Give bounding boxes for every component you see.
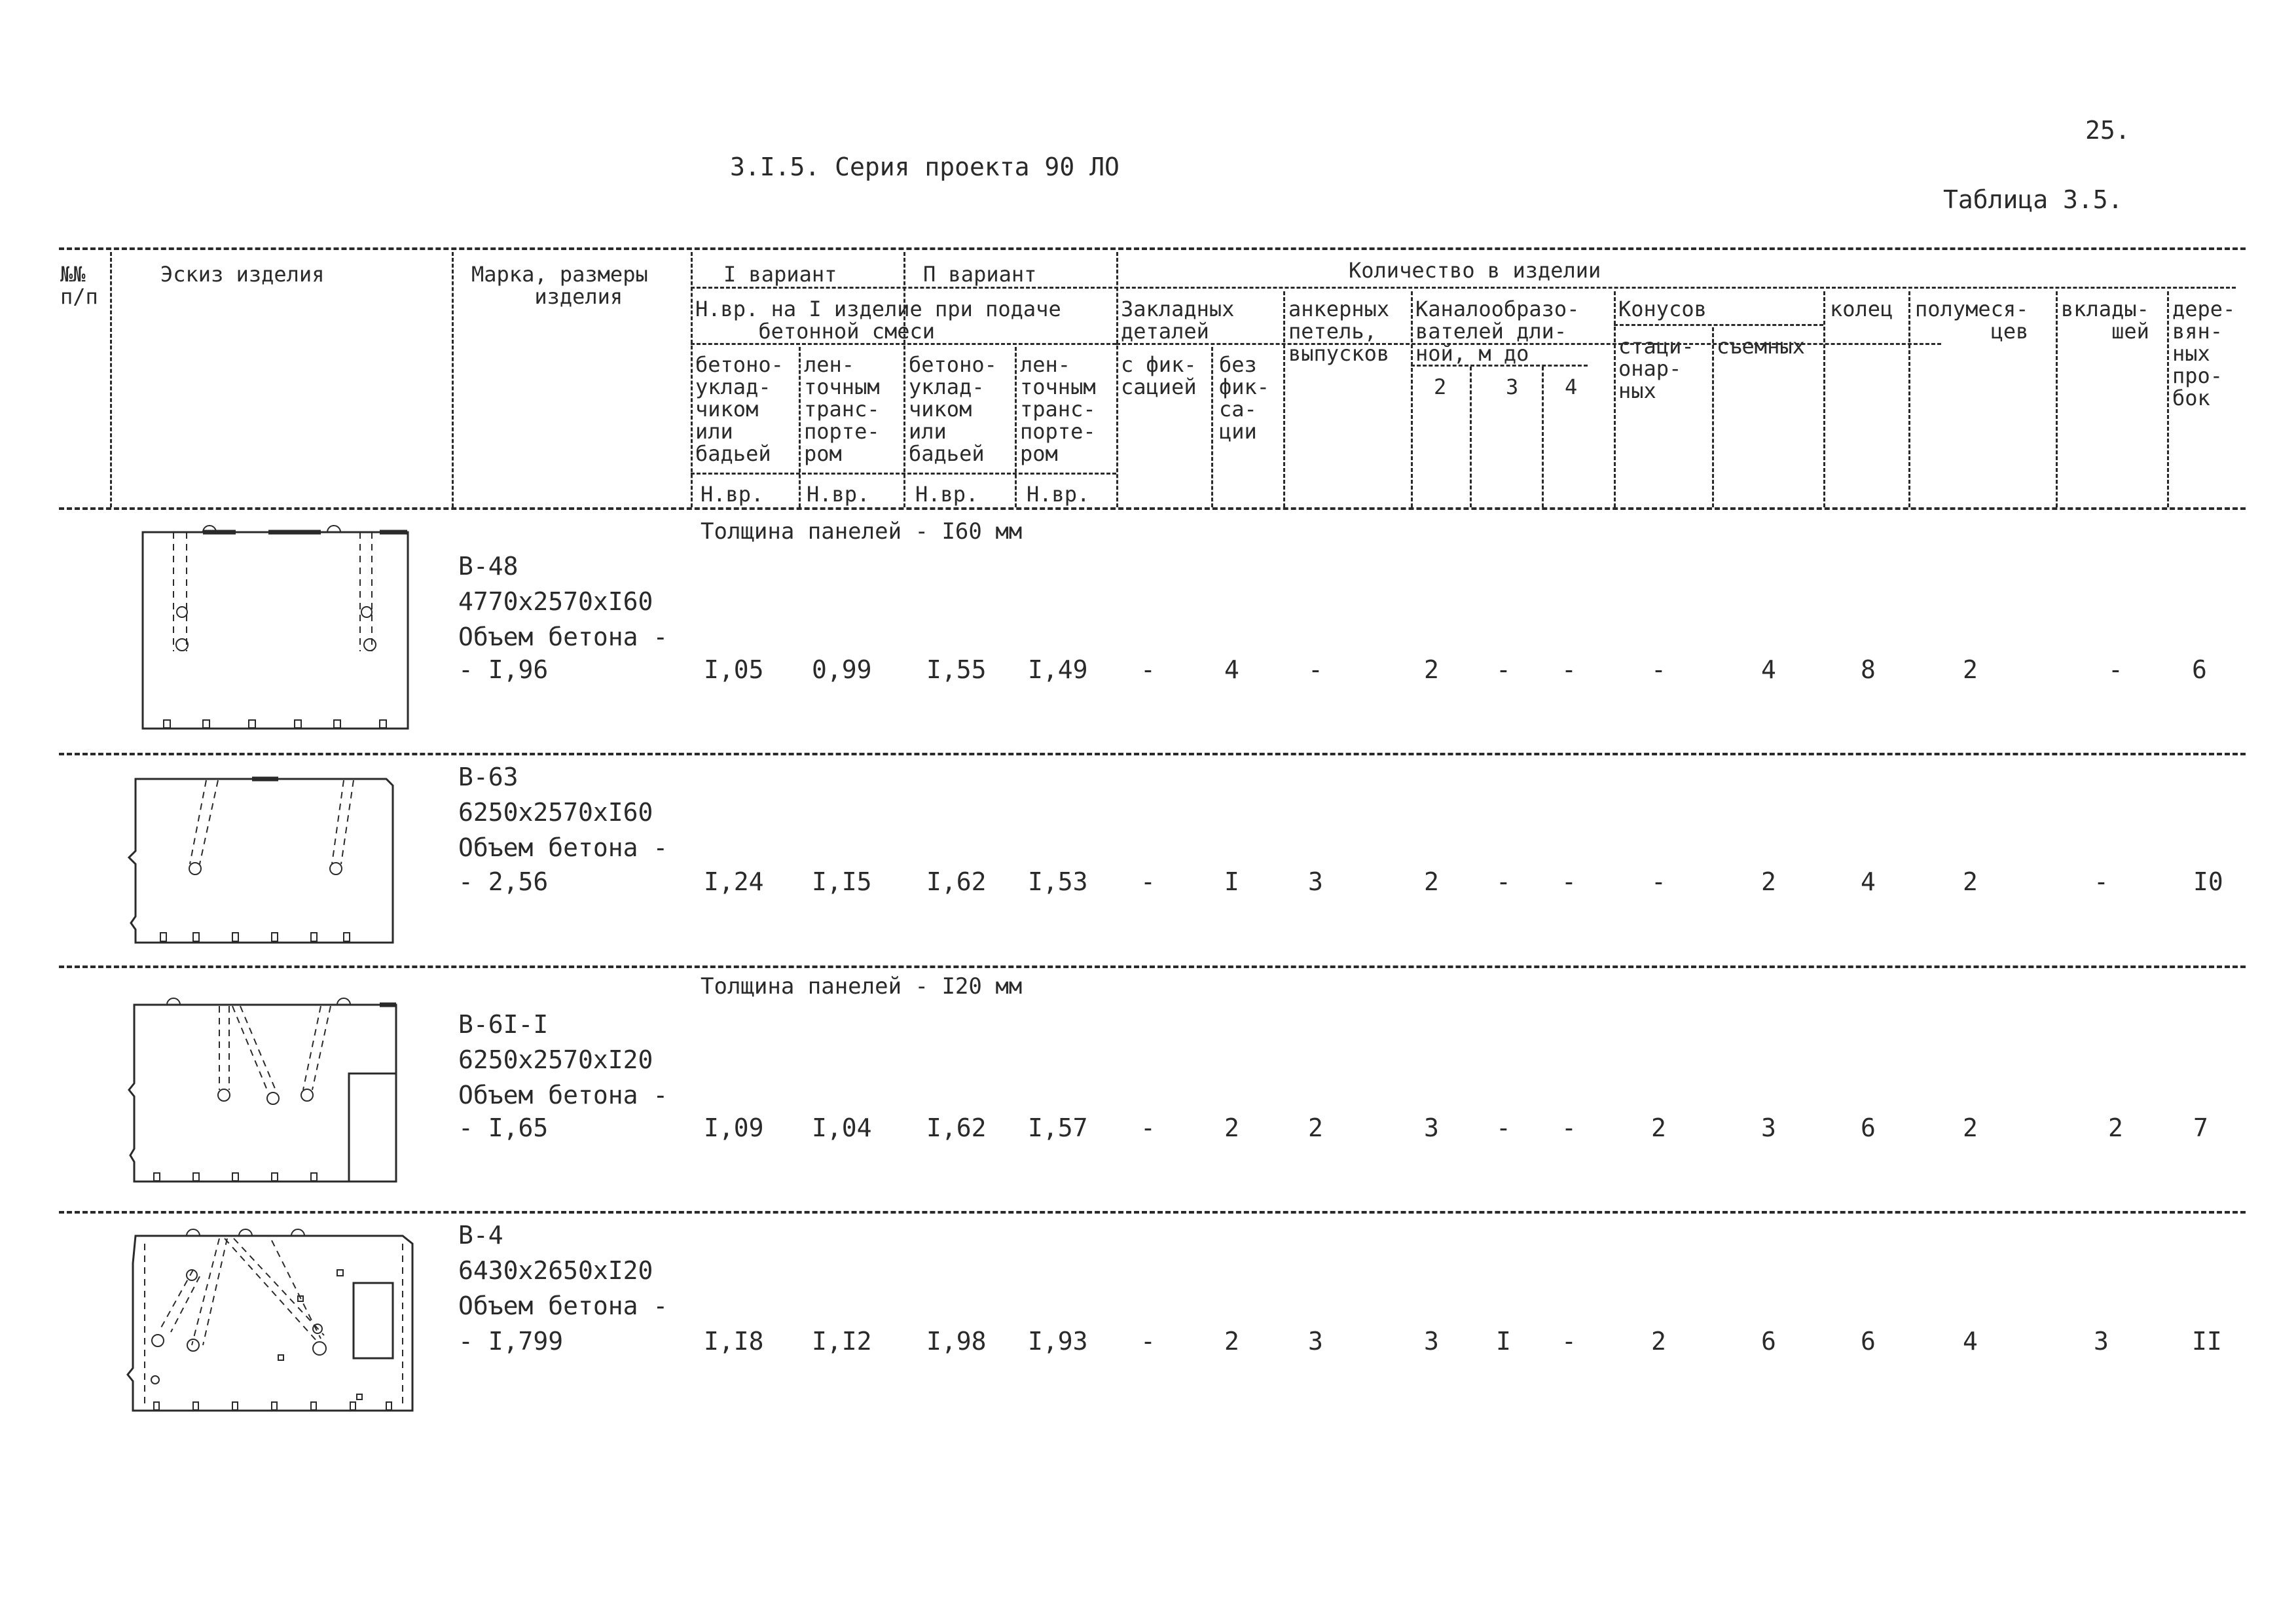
embedded-fix: -: [1140, 867, 1156, 896]
inserts: 3: [2094, 1327, 2109, 1356]
volume: - I,65: [458, 1113, 549, 1142]
rings: 6: [1861, 1113, 1876, 1142]
embedded-nofix: 2: [1224, 1327, 1239, 1356]
volume-label: Объем бетона -: [458, 623, 668, 651]
header-belt-2: лен- точным транс- порте- ром: [1020, 352, 1096, 466]
header-vline: [1823, 291, 1825, 507]
header-nvr-3: Н.вр.: [915, 482, 979, 507]
channel-4: -: [1561, 867, 1576, 896]
inserts: -: [2108, 655, 2123, 684]
header-channel: Каналообразо- вателей дли- ной, м до: [1415, 297, 1580, 366]
header-vline: [1908, 291, 1910, 507]
table-label: Таблица 3.5.: [1943, 185, 2123, 214]
channel-3: -: [1496, 655, 1511, 684]
nvr-v1a: I,24: [704, 867, 764, 896]
inserts: -: [2094, 867, 2109, 896]
header-rule-1: [691, 287, 2236, 289]
header-vline: [691, 252, 693, 507]
embedded-fix: -: [1140, 1113, 1156, 1142]
header-vline: [1614, 291, 1616, 507]
nvr-v2a: I,55: [926, 655, 987, 684]
header-nvr-1: Н.вр.: [701, 482, 764, 507]
embedded-fix: -: [1140, 1327, 1156, 1356]
embedded-fix: -: [1140, 655, 1156, 684]
header-vline: [1411, 291, 1413, 507]
half-months: 2: [1963, 867, 1978, 896]
anchor: 3: [1308, 867, 1323, 896]
channel-4: -: [1561, 1113, 1576, 1142]
volume-label: Объем бетона -: [458, 1291, 668, 1320]
channel-4: -: [1561, 1327, 1576, 1356]
header-nvr-group: Н.вр. на I изделие при подаче бетонной смеси: [695, 297, 1061, 344]
header-removable: съемных: [1717, 334, 1805, 359]
mark: В-4: [458, 1221, 503, 1250]
header-rule-cones: [1614, 324, 1823, 326]
header-len2: 2: [1434, 374, 1447, 399]
header-vline: [1283, 291, 1285, 507]
header-vline: [110, 252, 112, 507]
header-mark: Марка, размеры изделия: [471, 262, 648, 309]
channel-4: -: [1561, 655, 1576, 684]
half-months: 4: [1963, 1327, 1978, 1356]
row-separator: [59, 1211, 2246, 1214]
cones-removable: 6: [1761, 1327, 1776, 1356]
volume: - I,96: [458, 655, 549, 684]
header-len4: 4: [1565, 374, 1578, 399]
anchor: -: [1308, 655, 1323, 684]
channel-2: 3: [1424, 1327, 1439, 1356]
cones-removable: 3: [1761, 1113, 1776, 1142]
header-num: №№ п/п: [60, 262, 98, 309]
mark: В-48: [458, 552, 519, 581]
size: 6250х2570хI60: [458, 798, 653, 827]
plugs: II: [2192, 1327, 2222, 1356]
header-vline: [1211, 347, 1213, 507]
cones-stationary: 2: [1651, 1327, 1666, 1356]
header-sketch: Эскиз изделия: [160, 262, 325, 287]
rings: 4: [1861, 867, 1876, 896]
table-top-rule: [59, 247, 2246, 250]
volume: - I,799: [458, 1327, 564, 1356]
header-var1: I вариант: [723, 262, 837, 287]
nvr-v1a: I,09: [704, 1113, 764, 1142]
header-anchor: анкерных петель, выпусков: [1288, 297, 1390, 366]
embedded-nofix: 2: [1224, 1113, 1239, 1142]
plugs: 7: [2193, 1113, 2208, 1142]
nvr-v1a: I,05: [704, 655, 764, 684]
cones-stationary: 2: [1651, 1113, 1666, 1142]
header-vline: [903, 252, 905, 507]
header-vline: [2056, 291, 2058, 507]
header-cones: Конусов: [1618, 297, 1707, 321]
cones-stationary: -: [1651, 867, 1666, 896]
embedded-nofix: I: [1224, 867, 1239, 896]
anchor: 2: [1308, 1113, 1323, 1142]
header-rings: колец: [1830, 297, 1893, 321]
header-bottom-rule: [59, 507, 2246, 510]
panel-sketch-v4: [121, 1224, 416, 1417]
nvr-v1b: I,04: [812, 1113, 872, 1142]
cones-removable: 2: [1761, 867, 1776, 896]
mark: В-63: [458, 763, 519, 791]
header-embedded: Закладных деталей: [1121, 297, 1235, 344]
header-nvr-4: Н.вр.: [1027, 482, 1090, 507]
plugs: I0: [2193, 867, 2223, 896]
plugs: 6: [2192, 655, 2207, 684]
header-with-fix: с фик- сацией: [1121, 352, 1197, 399]
nvr-v2b: I,49: [1028, 655, 1088, 684]
section-160: Толщина панелей - I60 мм: [701, 518, 1023, 545]
section-120: Толщина панелей - I20 мм: [701, 973, 1023, 1000]
nvr-v2b: I,53: [1028, 867, 1088, 896]
nvr-v1b: I,I5: [812, 867, 872, 896]
header-len3: 3: [1506, 374, 1519, 399]
panel-sketch-v48: [137, 520, 412, 736]
header-vline: [1116, 252, 1118, 507]
nvr-v2a: I,98: [926, 1327, 987, 1356]
channel-2: 3: [1424, 1113, 1439, 1142]
header-without-fix: без фик- са- ции: [1219, 352, 1270, 444]
header-vline: [799, 347, 801, 507]
anchor: 3: [1308, 1327, 1323, 1356]
size: 6430х2650хI20: [458, 1256, 653, 1285]
header-concrete-layer-1: бетоно- уклад- чиком или бадьей: [695, 352, 784, 466]
header-vline: [1015, 347, 1017, 507]
nvr-v2a: I,62: [926, 867, 987, 896]
header-vline: [1470, 367, 1472, 507]
nvr-v1b: 0,99: [812, 655, 872, 684]
half-months: 2: [1963, 1113, 1978, 1142]
inserts: 2: [2108, 1113, 2123, 1142]
header-var2: П вариант: [923, 262, 1037, 287]
cones-stationary: -: [1651, 655, 1666, 684]
row-separator: [59, 965, 2246, 968]
header-concrete-layer-2: бетоно- уклад- чиком или бадьей: [909, 352, 997, 466]
channel-3: -: [1496, 1113, 1511, 1142]
embedded-nofix: 4: [1224, 655, 1239, 684]
nvr-v2b: I,93: [1028, 1327, 1088, 1356]
panel-sketch-v63: [128, 766, 403, 952]
header-plugs: дере- вян- ных про- бок: [2172, 297, 2236, 410]
header-vline: [452, 252, 454, 507]
nvr-v2b: I,57: [1028, 1113, 1088, 1142]
nvr-v1b: I,I2: [812, 1327, 872, 1356]
size: 4770х2570хI60: [458, 587, 653, 616]
panel-sketch-v61: [128, 988, 403, 1188]
size: 6250х2570хI20: [458, 1045, 653, 1074]
rings: 6: [1861, 1327, 1876, 1356]
channel-3: I: [1496, 1327, 1511, 1356]
channel-3: -: [1496, 867, 1511, 896]
nvr-v1a: I,I8: [704, 1327, 764, 1356]
row-separator: [59, 753, 2246, 755]
half-months: 2: [1963, 655, 1978, 684]
header-inserts: вклады- шей: [2061, 297, 2149, 344]
channel-2: 2: [1424, 867, 1439, 896]
header-vline: [2167, 291, 2169, 507]
volume-label: Объем бетона -: [458, 1081, 668, 1110]
cones-removable: 4: [1761, 655, 1776, 684]
header-half-months: полумеся- цев: [1915, 297, 2029, 344]
header-vline: [1542, 367, 1544, 507]
header-vline: [1712, 327, 1714, 507]
volume-label: Объем бетона -: [458, 833, 668, 862]
header-belt-1: лен- точным транс- порте- ром: [804, 352, 880, 466]
header-nvr-2: Н.вр.: [807, 482, 870, 507]
header-stationary: стаци- онар- ных: [1618, 334, 1694, 403]
nvr-v2a: I,62: [926, 1113, 987, 1142]
rings: 8: [1861, 655, 1876, 684]
header-quantity: Количество в изделии: [1349, 258, 1601, 283]
channel-2: 2: [1424, 655, 1439, 684]
page-number: 25.: [2085, 116, 2130, 145]
section-title: 3.I.5. Серия проекта 90 ЛО: [730, 153, 1120, 181]
mark: В-6I-I: [458, 1010, 549, 1039]
volume: - 2,56: [458, 867, 549, 896]
